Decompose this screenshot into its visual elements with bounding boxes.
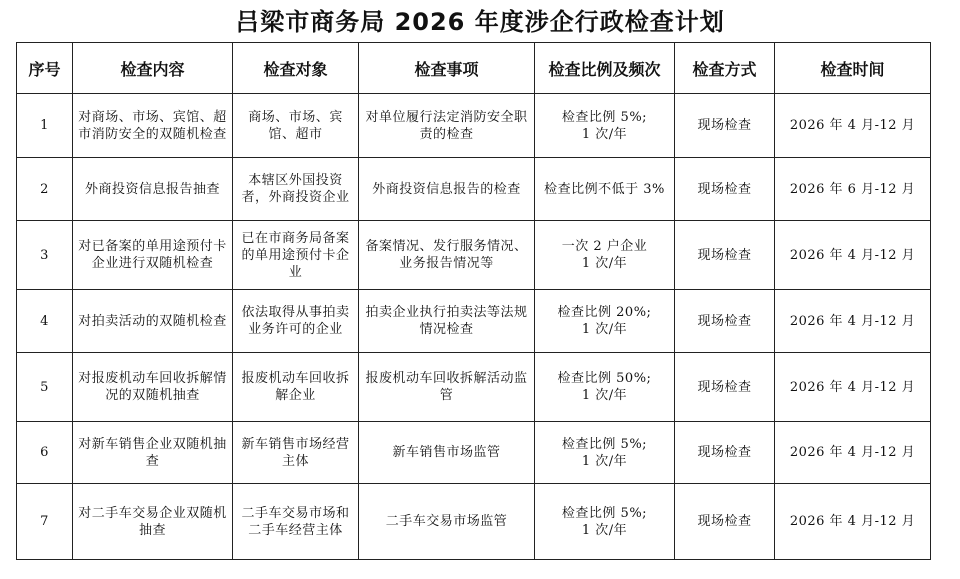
table-row (17, 94, 931, 158)
time-cell: 2026 年 4 月-12 月 (775, 484, 931, 560)
target-cell: 本辖区外国投资者，外商投资企业 (233, 158, 359, 221)
frequency-line: 1 次/年 (581, 522, 628, 538)
method-cell: 现场检查 (675, 94, 775, 158)
content-cell: 对二手车交易企业双随机抽查 (73, 484, 233, 560)
frequency-line: 1 次/年 (581, 388, 628, 403)
content-cell: 对新车销售企业双随机抽查 (73, 422, 233, 484)
header-cell-ratio: 检查比例及频次 (535, 43, 675, 94)
header-cell-content: 检查内容 (73, 43, 233, 94)
ratio-line: 检查比例 5%; (561, 436, 648, 452)
method-cell: 现场检查 (675, 353, 775, 422)
ratio-cell (535, 158, 675, 221)
item-cell: 外商投资信息报告的检查 (359, 158, 535, 221)
content-cell: 对商场、市场、宾馆、超市消防安全的双随机检查 (73, 94, 233, 158)
target-cell: 依法取得从事拍卖业务许可的企业 (233, 290, 359, 353)
row-no-cell: 2 (17, 158, 73, 221)
ratio-cell (535, 353, 675, 422)
time-cell: 2026 年 4 月-12 月 (775, 94, 931, 158)
ratio-line: 检查比例 20%; (557, 305, 652, 320)
ratio-line: 检查比例 50%; (557, 371, 652, 386)
target-cell: 商场、市场、宾馆、超市 (233, 94, 359, 158)
ratio-line: 检查比例 5%; (561, 109, 648, 125)
ratio-cell (535, 484, 675, 560)
time-cell: 2026 年 4 月-12 月 (775, 422, 931, 484)
method-cell: 现场检查 (675, 484, 775, 560)
header-cell-time: 检查时间 (775, 43, 931, 94)
content-cell: 对报废机动车回收拆解情况的双随机抽查 (73, 353, 233, 422)
target-cell: 已在市商务局备案的单用途预付卡企业 (233, 221, 359, 290)
table-row (17, 221, 931, 290)
item-cell: 对单位履行法定消防安全职责的检查 (359, 94, 535, 158)
item-cell: 二手车交易市场监管 (359, 484, 535, 560)
content-cell: 对拍卖活动的双随机检查 (73, 290, 233, 353)
row-no-cell: 6 (17, 422, 73, 484)
header-cell-no: 序号 (17, 43, 73, 94)
ratio-cell (535, 221, 675, 290)
method-cell: 现场检查 (675, 221, 775, 290)
ratio-cell (535, 290, 675, 353)
row-no-cell: 1 (17, 94, 73, 158)
table-row (17, 353, 931, 422)
ratio-line: 检查比例不低于 3% (544, 181, 665, 197)
target-cell: 报废机动车回收拆解企业 (233, 353, 359, 422)
item-cell: 新车销售市场监管 (359, 422, 535, 484)
content-cell: 对已备案的单用途预付卡企业进行双随机检查 (73, 221, 233, 290)
document-title: 吕梁市商务局 2026 年度涉企行政检查计划 (235, 8, 725, 36)
frequency-line: 1 次/年 (581, 322, 628, 337)
frequency-line: 1 次/年 (581, 126, 628, 142)
header-cell-item: 检查事项 (359, 43, 535, 94)
table-row (17, 484, 931, 560)
item-cell: 报废机动车回收拆解活动监管 (359, 353, 535, 422)
ratio-line: 检查比例 5%; (561, 505, 648, 521)
row-no-cell: 3 (17, 221, 73, 290)
table-row (17, 290, 931, 353)
ratio-cell (535, 94, 675, 158)
table-row (17, 422, 931, 484)
time-cell: 2026 年 6 月-12 月 (775, 158, 931, 221)
table-header-row (17, 43, 931, 94)
ratio-line: 一次 2 户企业 (561, 239, 648, 254)
row-no-cell: 4 (17, 290, 73, 353)
inspection-plan-table (16, 42, 931, 560)
target-cell: 二手车交易市场和二手车经营主体 (233, 484, 359, 560)
table-row (17, 158, 931, 221)
method-cell: 现场检查 (675, 422, 775, 484)
header-cell-target: 检查对象 (233, 43, 359, 94)
item-cell: 拍卖企业执行拍卖法等法规情况检查 (359, 290, 535, 353)
row-no-cell: 7 (17, 484, 73, 560)
time-cell: 2026 年 4 月-12 月 (775, 353, 931, 422)
method-cell: 现场检查 (675, 158, 775, 221)
content-cell: 外商投资信息报告抽查 (73, 158, 233, 221)
target-cell: 新车销售市场经营主体 (233, 422, 359, 484)
time-cell: 2026 年 4 月-12 月 (775, 290, 931, 353)
frequency-line: 1 次/年 (581, 453, 628, 469)
ratio-cell (535, 422, 675, 484)
header-cell-method: 检查方式 (675, 43, 775, 94)
frequency-line: 1 次/年 (581, 256, 628, 271)
method-cell: 现场检查 (675, 290, 775, 353)
row-no-cell: 5 (17, 353, 73, 422)
time-cell: 2026 年 4 月-12 月 (775, 221, 931, 290)
item-cell: 备案情况、发行服务情况、业务报告情况等 (359, 221, 535, 290)
